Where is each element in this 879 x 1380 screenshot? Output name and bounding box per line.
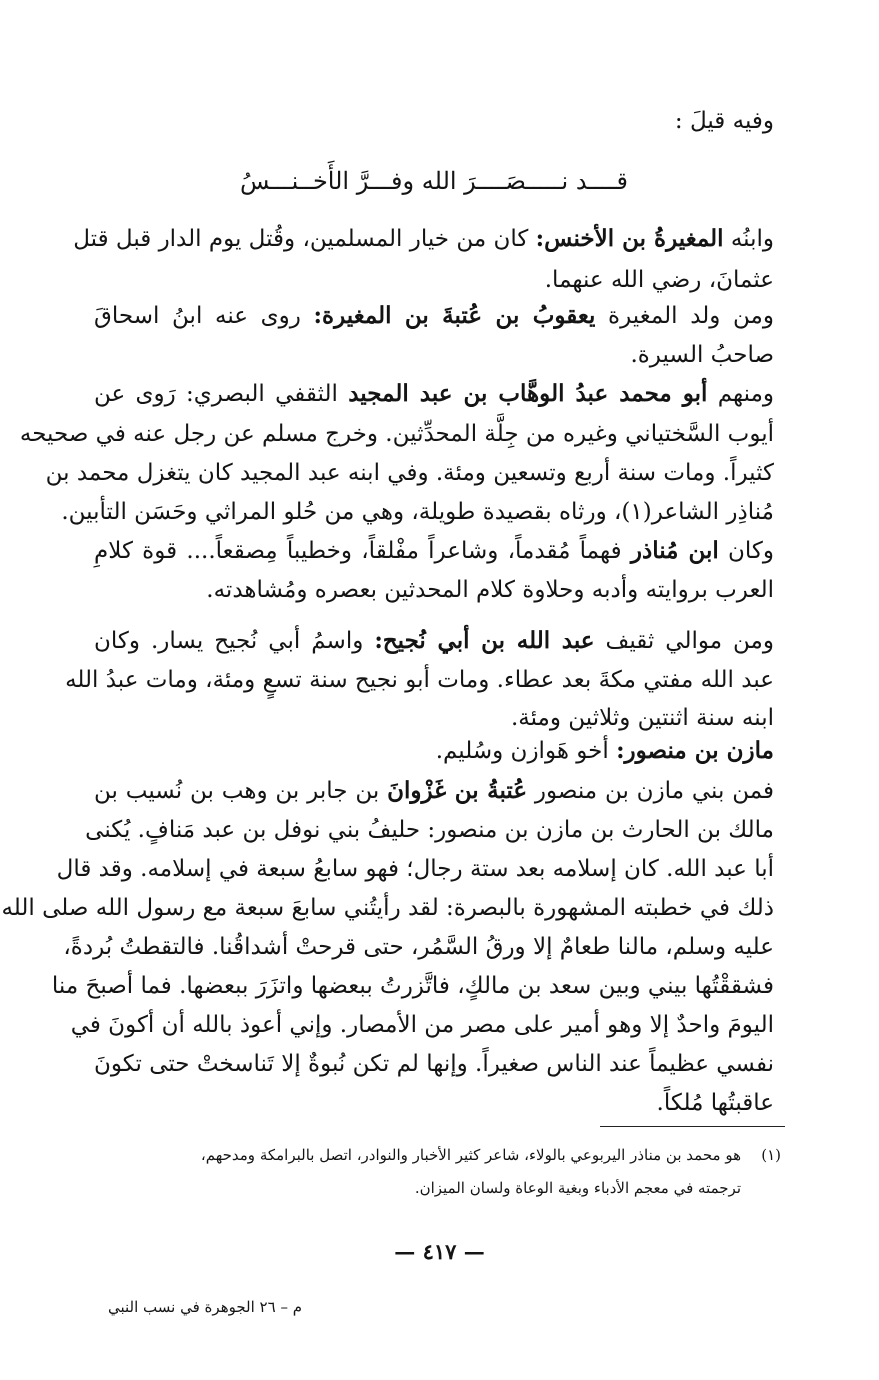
p6-text-3: أبا عبد الله. كان إسلامه بعد ستة رجال؛ فهو سابعُ سبعة في إسلامه. وقد قال (56, 856, 774, 882)
paragraph-6-line-6 (51, 970, 774, 1002)
p6-text-1: بن جابر بن وهب بن نُسيب بن (94, 778, 388, 804)
verse-line (94, 165, 774, 197)
p6-text-7: اليومَ واحدٌ إلا وهو أمير على مصر من الأمصار. وإني أعوذ بالله أن أكونَ في (70, 1012, 774, 1038)
paragraph-4-line-3 (94, 702, 774, 734)
paragraph-3-line-1 (94, 378, 774, 410)
p1-name: المغيرةُ بن الأخنس: (535, 225, 724, 252)
paragraph-1-line-2 (94, 264, 774, 296)
p2-text-1: روى عنه ابنُ اسحاقَ (94, 303, 314, 329)
p3-name-2: ابن مُناذر (630, 537, 719, 564)
paragraph-6-line-2 (85, 814, 774, 846)
paragraph-1-line-1 (73, 223, 774, 255)
p5-name: مازن بن منصور: (616, 737, 774, 764)
p3-text-6: العرب بروايته وأدبه وحلاوة كلام المحدثين بعصره ومُشاهدته. (206, 577, 774, 603)
p5-text: أخو هَوازن وسُليم. (435, 738, 617, 764)
p3-text-5b: فهماً مُقدماً، وشاعراً مفْلقاً، وخطيباً مِصقعاً.... قوة كلامِ (94, 538, 631, 564)
paragraph-6-line-4 (1, 892, 774, 924)
p6-text-9: عاقبتُها مُلكاً. (656, 1090, 774, 1116)
paragraph-6-line-3 (56, 853, 774, 885)
p4-text-2: عبد الله مفتي مكةَ بعد عطاء. ومات أبو نجيح سنة تسعٍ ومئة، ومات عبدُ الله (65, 667, 774, 693)
paragraph-6-line-5 (63, 931, 774, 963)
p4-prefix: ومن موالي ثقيف (594, 628, 774, 654)
p3-text-2: أيوب السَّختياني وغيره من جِلَّة المحدِّثين. وخرج مسلم عن رجل عنه في صحيحه (19, 421, 774, 447)
p3-prefix: ومنهم (707, 381, 775, 407)
paragraph-4-line-2 (65, 664, 774, 696)
paragraph-2-line-1 (94, 300, 774, 332)
p1-text-2: عثمانَ، رضي الله عنهما. (544, 267, 774, 293)
footnote-divider (600, 1126, 785, 1127)
p3-text-3: كثيراً. ومات سنة أربع وتسعين ومئة. وفي ابنه عبد المجيد كان يتغزل محمد بن (45, 460, 774, 486)
paragraph-3-line-2 (19, 418, 774, 450)
verse-text: قــــد نـــــصَــــرَ الله وفـــرَّ الأَخــنـــسُ (239, 167, 629, 195)
paragraph-3-line-3 (45, 457, 774, 489)
paragraph-2-line-2 (94, 339, 774, 371)
p4-name: عبد الله بن أبي نُجيح: (374, 627, 595, 654)
paragraph-6-line-8 (94, 1048, 774, 1080)
paragraph-6-line-1 (94, 775, 774, 807)
footnote-line-1 (93, 1143, 781, 1167)
footnote-text-2: ترجمته في معجم الأدباء وبغية الوعاة ولسان الميزان. (414, 1179, 741, 1197)
paragraph-3-line-4 (61, 496, 774, 528)
p1-text-1: كان من خيار المسلمين، وقُتل يوم الدار قبل قتل (73, 226, 536, 252)
footnote-line-2 (93, 1176, 781, 1200)
intro-text: وفيه قيلَ : (674, 108, 774, 134)
page-number: — ٤١٧ — (394, 1239, 485, 1264)
p4-text-1: واسمُ أبي نُجيح يسار. وكان (94, 628, 375, 654)
p6-prefix: فمن بني مازن بن منصور (527, 778, 774, 804)
p6-name: عُتبةُ بن غَزْوانَ (387, 777, 528, 804)
p6-text-5: عليه وسلم، مالنا طعامٌ إلا ورقُ السَّمُر، حتى قرحتْ أشداقُنا. فالتقطتُ بُردةً، (63, 934, 774, 960)
p1-prefix: وابنُه (723, 226, 774, 252)
paragraph-6-line-9 (94, 1087, 774, 1119)
p6-text-4: ذلك في خطبته المشهورة بالبصرة: لقد رأيتُني سابعَ سبعة مع رسول الله صلى الله (1, 895, 774, 921)
p3-text-4: مُناذِر الشاعر(١)، ورثاه بقصيدة طويلة، وهي من حُلو المراثي وحَسَن التأبين. (61, 499, 774, 525)
p6-text-2: مالك بن الحارث بن مازن بن منصور: حليفُ بني نوفل بن عبد مَنافٍ. يُكنى (85, 817, 774, 843)
paragraph-3-line-6 (94, 574, 774, 606)
paragraph-6-line-7 (70, 1009, 774, 1041)
paragraph-4-line-1 (94, 625, 774, 657)
p2-text-2: صاحبُ السيرة. (630, 342, 774, 368)
p2-name: يعقوبُ بن عُتبةَ بن المغيرة: (313, 302, 596, 329)
paragraph-5-line-1 (94, 735, 774, 767)
p4-text-3: ابنه سنة اثنتين وثلاثين ومئة. (510, 705, 774, 731)
footnote-number: (١) (761, 1146, 781, 1164)
paragraph-3-line-5 (94, 535, 774, 567)
p6-text-8: نفسي عظيماً عند الناس صغيراً. وإنها لم تكن نُبوةٌ إلا تَناسختْ حتى تكونَ (94, 1051, 774, 1077)
p6-text-6: فشققْتُها بيني وبين سعد بن مالكٍ، فاتَّزرتُ ببعضها واتزَرَ ببعضها. فما أصبحَ منا (51, 973, 774, 999)
p3-name: أبو محمد عبدُ الوهَّاب بن عبد المجيد (348, 380, 708, 407)
p3-text-5a: وكان (718, 538, 774, 564)
p3-text-1: الثقفي البصري: رَوى عن (94, 381, 349, 407)
p2-prefix: ومن ولد المغيرة (595, 303, 774, 329)
footnote-text-1: هو محمد بن مناذر اليربوعي بالولاء، شاعر كثير الأخبار والنوادر، اتصل بالبرامكة ومدحهم، (200, 1146, 741, 1164)
signature-line: م – ٢٦ الجوهرة في نسب النبي (108, 1298, 302, 1316)
intro-line (94, 105, 774, 137)
